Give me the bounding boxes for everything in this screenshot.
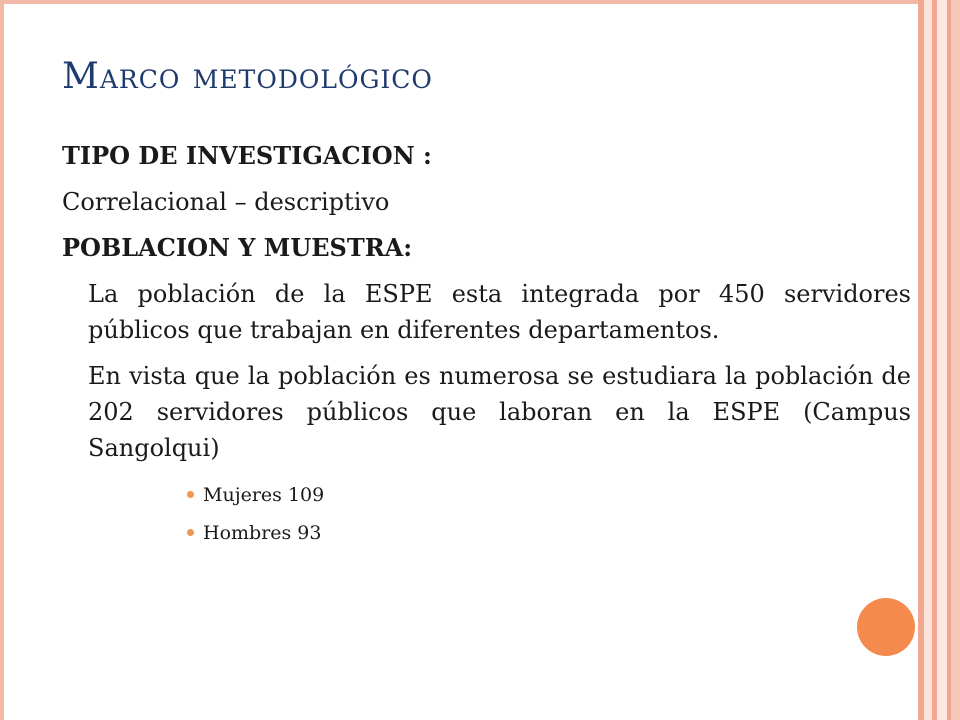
slide-title: Marco metodológico <box>62 56 433 97</box>
slide-border-left <box>0 0 4 720</box>
poblacion-muestra-heading: POBLACION Y MUESTRA: <box>62 233 413 262</box>
stripe <box>924 0 932 720</box>
tipo-investigacion-value: Correlacional – descriptivo <box>62 188 390 216</box>
bullet-text: Mujeres 109 <box>203 484 325 506</box>
decorative-stripes <box>918 0 960 720</box>
muestra-paragraph: En vista que la población es numerosa se estudiara la población de 202 servidores públicos que laboran en la ESPE (Campus Sangolqui) <box>88 362 911 462</box>
list-item <box>187 514 911 552</box>
slide-content <box>62 138 911 552</box>
poblacion-paragraph: La población de la ESPE esta integrada por 450 servidores públicos que trabajan en diferentes departamentos. <box>88 280 911 344</box>
decorative-circle <box>857 598 915 656</box>
bullet-dot-icon <box>187 491 194 498</box>
stripe <box>937 0 947 720</box>
list-item <box>187 476 911 514</box>
sample-breakdown-list <box>187 476 911 552</box>
stripe <box>951 0 960 720</box>
slide-border-top <box>0 0 920 4</box>
tipo-investigacion-heading: TIPO DE INVESTIGACION : <box>62 141 432 170</box>
bullet-text: Hombres 93 <box>203 522 322 544</box>
bullet-dot-icon <box>187 529 194 536</box>
